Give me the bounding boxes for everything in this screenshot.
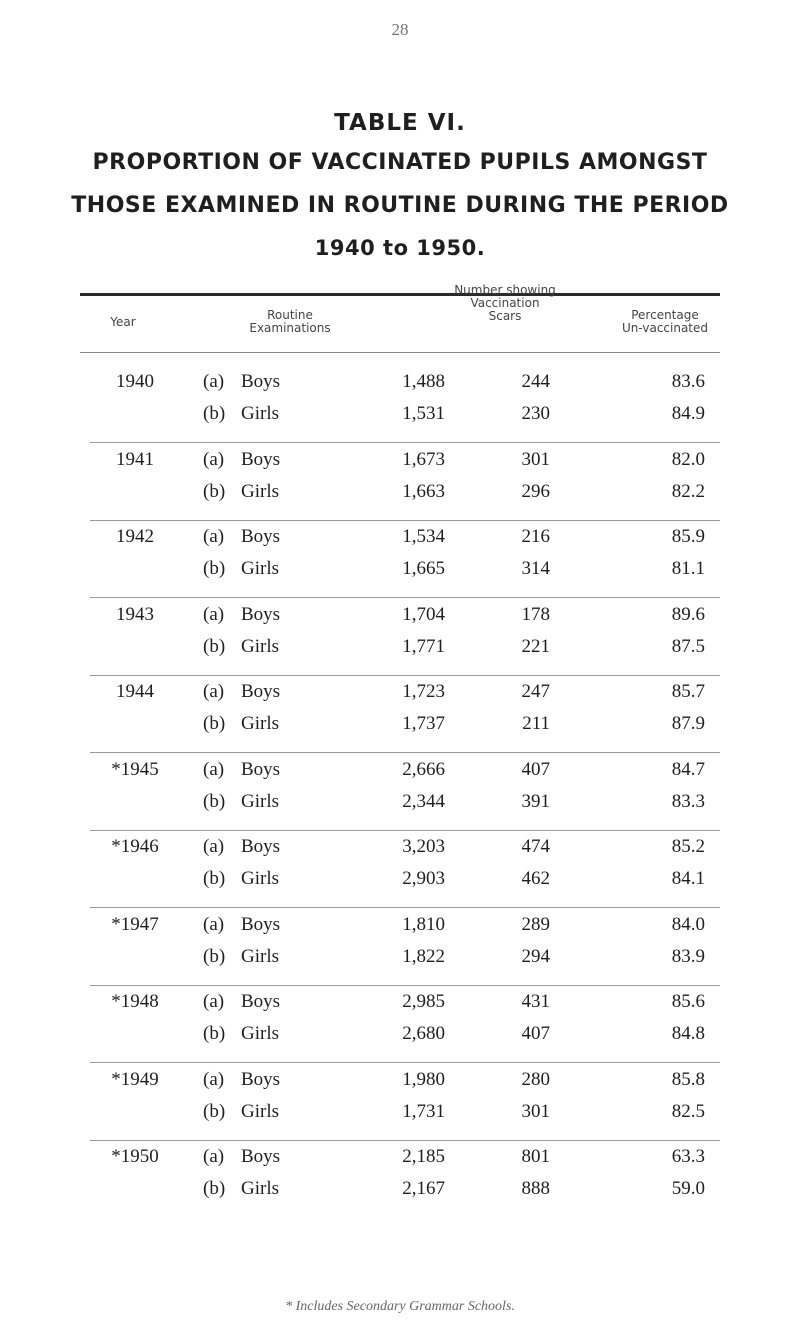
year-cell: *1948 [111,991,159,1012]
column-header-year [88,316,158,329]
scars-cell: 431 [521,991,550,1012]
year-group [0,449,800,524]
examinations-cell: 3,203 [402,836,445,857]
row-label: (a) [203,526,225,547]
examinations-cell: 1,723 [402,681,445,702]
table-row-girls [0,1101,800,1131]
scars-cell: 296 [521,480,550,502]
row-label: (b) [203,945,226,967]
sex-cell: Boys [241,526,281,547]
sex-cell: Girls [241,403,279,424]
sex-cell: Girls [241,868,279,889]
percentage-cell: 81.1 [671,558,705,579]
percentage-cell: 89.6 [671,603,705,625]
year-cell: *1950 [111,1146,159,1167]
examinations-cell: 2,985 [402,991,445,1012]
percentage-cell: 59.0 [671,1178,705,1199]
row-label: (a) [203,448,225,470]
scars-cell: 178 [521,603,550,625]
sex-cell: Girls [241,1023,279,1044]
row-label: (a) [203,913,225,935]
year-group [0,759,800,834]
examinations-cell: 1,704 [402,603,445,625]
percentage-cell: 87.5 [671,635,705,657]
row-separator [90,985,720,986]
examinations-cell: 1,488 [402,371,445,392]
scars-cell: 801 [521,1146,550,1167]
year-cell: 1943 [116,603,154,625]
year-group [0,1146,800,1221]
scars-cell: 301 [521,448,550,470]
sex-cell: Girls [241,713,279,734]
table-title: TABLE VI. [334,110,466,136]
table-row-boys [0,449,800,479]
percentage-cell: 85.6 [671,991,705,1012]
table-row-girls [0,946,800,976]
percentage-cell: 84.9 [671,403,705,424]
year-cell: 1942 [116,526,154,547]
examinations-cell: 2,666 [402,758,445,780]
heading-line-1: PROPORTION OF VACCINATED PUPILS AMONGST [92,150,708,175]
table-row-boys [0,836,800,866]
column-header-routine-line-1: Routine [267,308,313,322]
table-row-boys [0,1146,800,1176]
sex-cell: Boys [241,758,281,780]
column-header-routine [215,309,365,335]
row-separator [90,907,720,908]
table-row-girls [0,868,800,898]
row-label: (b) [203,790,226,812]
percentage-cell: 87.9 [671,713,705,734]
row-label: (a) [203,991,225,1012]
year-cell: *1947 [111,913,159,935]
percentage-cell: 82.2 [671,480,705,502]
row-label: (a) [203,836,225,857]
sex-cell: Girls [241,1100,279,1122]
sex-cell: Boys [241,448,281,470]
row-separator [90,830,720,831]
table-row-girls [0,403,800,433]
scars-cell: 888 [521,1178,550,1199]
table-row-boys [0,681,800,711]
row-separator [90,675,720,676]
sex-cell: Boys [241,836,281,857]
table-row-boys [0,1069,800,1099]
percentage-cell: 63.3 [671,1146,705,1167]
scars-cell: 221 [521,635,550,657]
sex-cell: Girls [241,945,279,967]
scars-cell: 216 [521,526,550,547]
row-label: (b) [203,403,226,424]
column-header-number-line-3: Scars [488,309,522,323]
sex-cell: Girls [241,558,279,579]
scars-cell: 391 [521,790,550,812]
year-group [0,681,800,756]
sex-cell: Boys [241,1146,281,1167]
examinations-cell: 2,680 [402,1023,445,1044]
percentage-cell: 82.0 [671,448,705,470]
table-row-girls [0,1178,800,1208]
row-separator [90,1062,720,1063]
year-group [0,914,800,989]
year-group [0,836,800,911]
sex-cell: Girls [241,790,279,812]
percentage-cell: 83.9 [671,945,705,967]
percentage-cell: 85.2 [671,836,705,857]
row-label: (b) [203,713,226,734]
examinations-cell: 2,167 [402,1178,445,1199]
percentage-cell: 84.0 [671,913,705,935]
row-label: (b) [203,1023,226,1044]
sex-cell: Boys [241,1068,281,1090]
column-header-number-line-1: Number showing [454,283,556,297]
row-label: (b) [203,868,226,889]
footnote: * Includes Secondary Grammar Schools. [285,1299,515,1314]
sex-cell: Boys [241,681,281,702]
sex-cell: Girls [241,635,279,657]
row-label: (a) [203,1146,225,1167]
table-row-boys [0,759,800,789]
scars-cell: 474 [521,836,550,857]
year-cell: *1949 [111,1068,159,1090]
sex-cell: Girls [241,1178,279,1199]
examinations-cell: 1,663 [402,480,445,502]
table-row-boys [0,604,800,634]
page-number: 28 [391,20,409,39]
row-label: (a) [203,758,225,780]
year-group [0,526,800,601]
column-header-percentage-line-2: Un-vaccinated [621,321,709,335]
row-label: (b) [203,1100,226,1122]
table-row-boys [0,914,800,944]
table-row-girls [0,1023,800,1053]
scars-cell: 289 [521,913,550,935]
examinations-cell: 1,673 [402,448,445,470]
column-header-number-line-2: Vaccination [470,296,540,310]
row-separator [90,597,720,598]
table-row-girls [0,636,800,666]
scars-cell: 301 [521,1100,550,1122]
percentage-cell: 82.5 [671,1100,705,1122]
examinations-cell: 1,980 [402,1068,445,1090]
examinations-cell: 1,737 [402,713,445,734]
percentage-cell: 84.7 [671,758,705,780]
scars-cell: 280 [521,1068,550,1090]
scars-cell: 314 [521,558,550,579]
row-separator [90,442,720,443]
table-top-rule [80,293,720,296]
examinations-cell: 1,771 [402,635,445,657]
row-label: (a) [203,371,225,392]
examinations-cell: 2,344 [402,790,445,812]
year-cell: 1941 [116,448,154,470]
examinations-cell: 1,665 [402,558,445,579]
sex-cell: Boys [241,913,281,935]
year-cell: *1946 [111,836,159,857]
column-header-year-text: Year [110,315,136,329]
year-group [0,604,800,679]
column-header-percentage [600,309,730,335]
percentage-cell: 85.7 [671,681,705,702]
scars-cell: 247 [521,681,550,702]
row-separator [90,752,720,753]
percentage-cell: 85.9 [671,526,705,547]
examinations-cell: 2,903 [402,868,445,889]
heading-line-3: 1940 to 1950. [314,236,486,260]
scars-cell: 407 [521,1023,550,1044]
table-row-girls [0,791,800,821]
examinations-cell: 1,531 [402,403,445,424]
column-header-number [425,284,585,323]
examinations-cell: 1,822 [402,945,445,967]
year-group [0,991,800,1066]
examinations-cell: 1,534 [402,526,445,547]
year-cell: *1945 [111,758,159,780]
header-rule [80,352,720,353]
row-label: (a) [203,1068,225,1090]
examinations-cell: 1,810 [402,913,445,935]
table-row-boys [0,371,800,401]
year-cell: 1944 [116,681,154,702]
row-label: (a) [203,603,225,625]
percentage-cell: 84.1 [671,868,705,889]
table-row-girls [0,558,800,588]
scars-cell: 462 [521,868,550,889]
table-row-boys [0,991,800,1021]
scars-cell: 294 [521,945,550,967]
year-group [0,371,800,446]
percentage-cell: 83.6 [671,371,705,392]
percentage-cell: 85.8 [671,1068,705,1090]
scars-cell: 244 [521,371,550,392]
sex-cell: Boys [241,371,281,392]
row-separator [90,520,720,521]
sex-cell: Girls [241,480,279,502]
sex-cell: Boys [241,603,281,625]
scars-cell: 211 [522,713,550,734]
year-group [0,1069,800,1144]
percentage-cell: 84.8 [671,1023,705,1044]
column-header-percentage-line-1: Percentage [631,308,699,322]
table-row-girls [0,481,800,511]
table-row-boys [0,526,800,556]
year-cell: 1940 [116,371,154,392]
row-label: (a) [203,681,225,702]
row-label: (b) [203,480,226,502]
scars-cell: 230 [521,403,550,424]
row-separator [90,1140,720,1141]
table-row-girls [0,713,800,743]
row-label: (b) [203,558,226,579]
row-label: (b) [203,1178,226,1199]
percentage-cell: 83.3 [671,790,705,812]
row-label: (b) [203,635,226,657]
scars-cell: 407 [521,758,550,780]
examinations-cell: 2,185 [402,1146,445,1167]
heading-line-2: THOSE EXAMINED IN ROUTINE DURING THE PERIOD [71,193,729,218]
column-header-routine-line-2: Examinations [249,321,331,335]
examinations-cell: 1,731 [402,1100,445,1122]
sex-cell: Boys [241,991,281,1012]
